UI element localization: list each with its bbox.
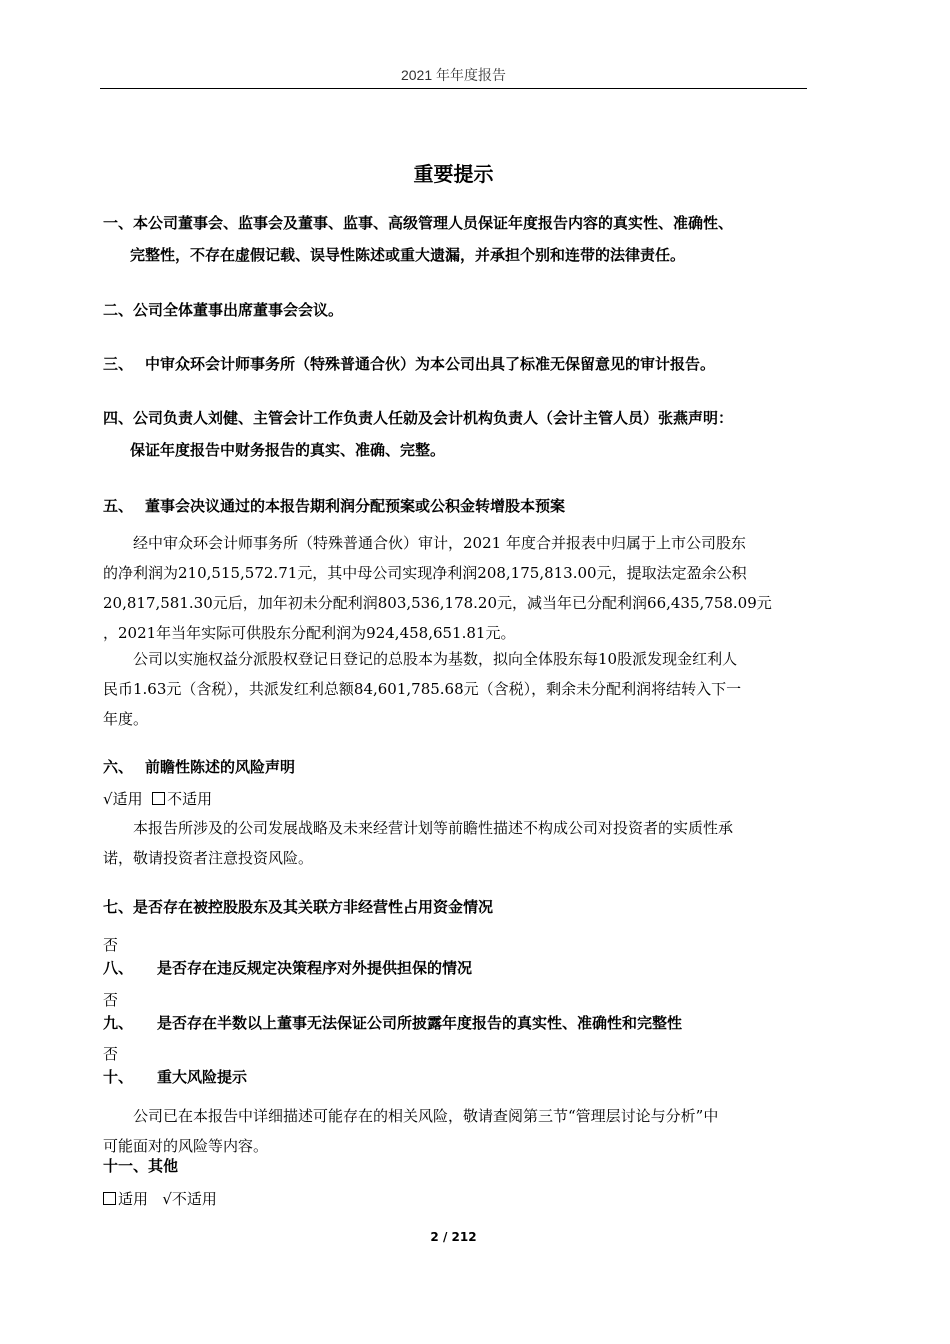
option-applicable: 适用: [118, 1190, 149, 1208]
paragraph-line: ，2021年当年实际可供股东分配利润为924,458,651.81元。: [103, 624, 516, 642]
section-9-number: 九、: [103, 1014, 134, 1032]
section-5-text: 董事会决议通过的本报告期利润分配预案或公积金转增股本预案: [145, 497, 566, 515]
section-5-number: 五、: [103, 497, 134, 515]
section-10-text: 重大风险提示: [157, 1068, 248, 1086]
option-not-applicable: 不适用: [167, 790, 213, 808]
section-11-number: 十一、: [103, 1157, 149, 1175]
paragraph-line: 可能面对的风险等内容。: [103, 1137, 269, 1155]
section-1-continuation: 完整性，不存在虚假记载、误导性陈述或重大遗漏，并承担个别和连带的法律责任。: [130, 246, 686, 264]
section-9-answer: 否: [103, 1045, 119, 1063]
section-9-text: 是否存在半数以上董事无法保证公司所披露年度报告的真实性、准确性和完整性: [157, 1014, 683, 1032]
paragraph-line: 本报告所涉及的公司发展战略及未来经营计划等前瞻性描述不构成公司对投资者的实质性承: [103, 819, 734, 837]
section-6-options: [103, 786, 212, 812]
section-6-number: 六、: [103, 758, 134, 776]
option-applicable: 适用: [112, 790, 143, 808]
empty-checkbox-icon: [152, 792, 165, 805]
section-6-text: 前瞻性陈述的风险声明: [145, 758, 296, 776]
section-3-heading: [103, 348, 715, 380]
section-8-text: 是否存在违反规定决策程序对外提供担保的情况: [157, 959, 473, 977]
section-10-paragraph: [103, 1101, 808, 1161]
section-8-number: 八、: [103, 959, 134, 977]
section-10-heading: [103, 1061, 247, 1093]
section-1-number: 一、: [103, 214, 134, 232]
section-6-paragraph: [103, 813, 808, 873]
checkmark-icon: √: [103, 790, 113, 808]
section-9-heading: [103, 1007, 682, 1039]
paragraph-line: 公司已在本报告中详细描述可能存在的相关风险，敬请查阅第三节“管理层讨论与分析”中: [103, 1107, 719, 1125]
page-title: 重要提示: [413, 162, 494, 186]
section-4-text: 公司负责人刘健、主管会计工作负责人任勍及会计机构负责人（会计主管人员）张燕声明：: [133, 409, 734, 427]
section-5-paragraph-2: [103, 644, 808, 734]
section-2-number: 二、: [103, 301, 134, 319]
option-not-applicable: 不适用: [171, 1190, 217, 1208]
paragraph-line: 20,817,581.30元后，加年初未分配利润803,536,178.20元，减当年已分配利润66,435,758.09元: [103, 594, 772, 612]
section-4-number: 四、: [103, 409, 134, 427]
section-1-heading: [103, 207, 733, 239]
section-7-answer: 否: [103, 936, 119, 954]
report-header: 2021 年年度报告: [400, 67, 507, 83]
section-10-number: 十、: [103, 1068, 134, 1086]
section-4-continuation: 保证年度报告中财务报告的真实、准确、完整。: [130, 441, 446, 459]
paragraph-line: 民币1.63元（含税），共派发红利总额84,601,785.68元（含税），剩余未分配利润将结转入下一: [103, 680, 742, 698]
section-2-heading: [103, 294, 343, 326]
section-7-heading: [103, 891, 493, 923]
section-11-options: [103, 1186, 217, 1212]
section-11-heading: [103, 1150, 178, 1182]
paragraph-line: 的净利润为210,515,572.71元，其中母公司实现净利润208,175,813.00元，提取法定盈余公积: [103, 564, 747, 582]
section-7-number: 七、: [103, 898, 134, 916]
section-8-answer: 否: [103, 991, 119, 1009]
paragraph-line: 年度。: [103, 710, 149, 728]
section-5-paragraph-1: [103, 528, 808, 648]
paragraph-line: 诺，敬请投资者注意投资风险。: [103, 849, 314, 867]
section-5-heading: [103, 490, 565, 522]
section-3-text: 中审众环会计师事务所（特殊普通合伙）为本公司出具了标准无保留意见的审计报告。: [145, 355, 716, 373]
section-3-number: 三、: [103, 355, 134, 373]
section-8-heading: [103, 952, 472, 984]
section-1-text: 本公司董事会、监事会及董事、监事、高级管理人员保证年度报告内容的真实性、准确性、: [133, 214, 734, 232]
page-number: 2 / 212: [430, 1230, 477, 1244]
section-7-text: 是否存在被控股股东及其关联方非经营性占用资金情况: [133, 898, 494, 916]
section-2-text: 公司全体董事出席董事会会议。: [133, 301, 344, 319]
section-6-heading: [103, 751, 295, 783]
header-divider: [100, 88, 807, 89]
section-4-heading: [103, 402, 733, 434]
empty-checkbox-icon: [103, 1192, 116, 1205]
paragraph-line: 公司以实施权益分派股权登记日登记的总股本为基数，拟向全体股东每10股派发现金红利人: [103, 650, 738, 668]
paragraph-line: 经中审众环会计师事务所（特殊普通合伙）审计，2021 年度合并报表中归属于上市公司股东: [103, 534, 746, 552]
section-11-text: 其他: [148, 1157, 179, 1175]
checkmark-icon: √: [162, 1190, 172, 1208]
